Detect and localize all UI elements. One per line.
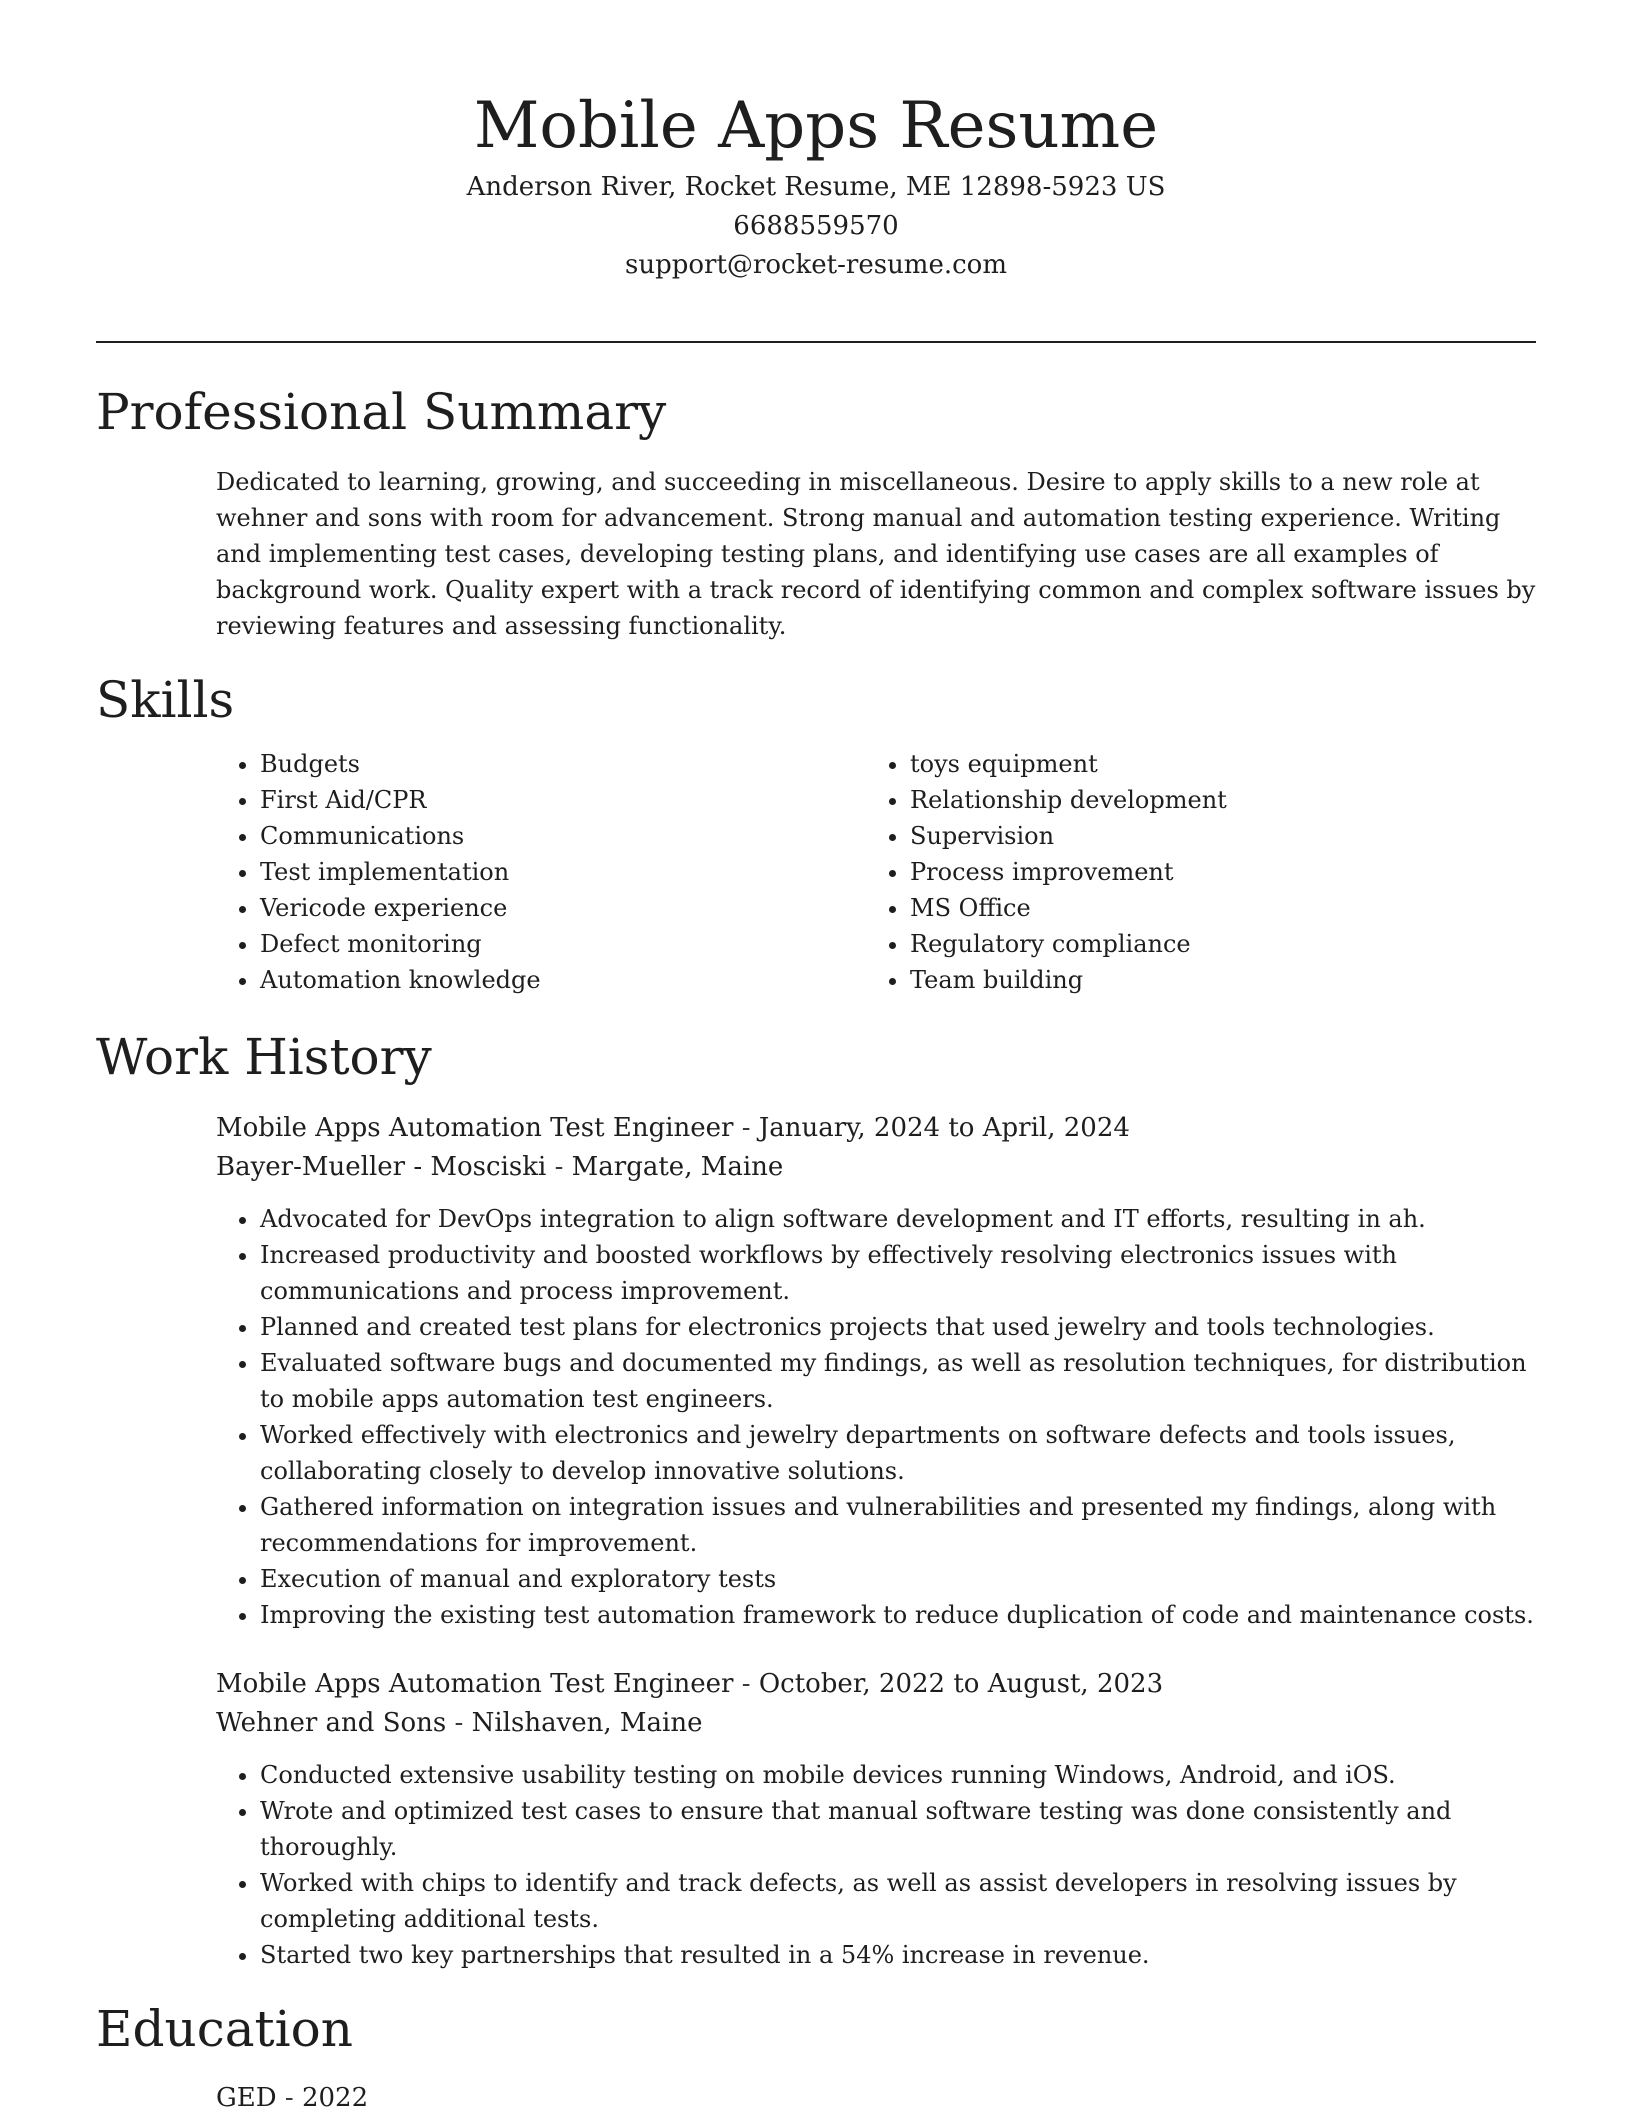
job-company-line — [216, 1704, 1536, 1743]
skill-item: • MS Office — [910, 890, 1516, 926]
phone-text: 6688559570 — [733, 211, 899, 241]
skill-item: • Budgets — [260, 746, 866, 782]
job-location: Nilshaven, Maine — [471, 1708, 703, 1738]
education-line — [216, 2079, 1536, 2118]
resume-header — [96, 84, 1536, 285]
section-title: Education — [96, 2000, 353, 2058]
list-item: • Worked effectively with electronics and jewelry departments on software defects and tools issues, collaborating closely to develop innovative solutions. — [260, 1417, 1536, 1489]
skills-column-right — [866, 746, 1516, 998]
job-entry — [216, 1665, 1536, 1973]
email-text: support@rocket-resume.com — [624, 250, 1007, 280]
skills-list — [866, 746, 1516, 998]
skills-columns — [216, 746, 1536, 998]
skill-item: • Communications — [260, 818, 866, 854]
job-company-line — [216, 1148, 1536, 1187]
job-dates: January, 2024 to April, 2024 — [758, 1113, 1130, 1143]
list-item: • Started two key partnerships that resulted in a 54% increase in revenue. — [260, 1937, 1536, 1973]
job-dates: October, 2022 to August, 2023 — [758, 1669, 1164, 1699]
skill-item: • Regulatory compliance — [910, 926, 1516, 962]
separator: - — [546, 1152, 572, 1182]
education-year: 2022 — [301, 2083, 369, 2113]
section-title: Work History — [96, 1028, 432, 1086]
skill-item: • Test implementation — [260, 854, 866, 890]
skill-item: • First Aid/CPR — [260, 782, 866, 818]
job-company: Wehner and Sons — [216, 1708, 447, 1738]
separator: - — [733, 1113, 759, 1143]
list-item: • Wrote and optimized test cases to ensure that manual software testing was done consistently and thoroughly. — [260, 1793, 1536, 1865]
skill-item: • toys equipment — [910, 746, 1516, 782]
skill-item: • Defect monitoring — [260, 926, 866, 962]
skill-item: • Process improvement — [910, 854, 1516, 890]
summary-text: Dedicated to learning, growing, and succeeding in miscellaneous. Desire to apply skills to a new role at wehner and sons with room for advancement. Strong manual and automation testing experience. Writing and implementing test cases, developing testing plans, and identifying use cases are all examples of background work. Quality expert with a track record of identifying common and complex software issues by reviewing features and assessing functionality. — [216, 468, 1536, 640]
separator: - — [446, 1708, 472, 1738]
list-item: • Gathered information on integration issues and vulnerabilities and presented my findings, along with recommendations for improvement. — [260, 1489, 1536, 1561]
list-item: • Worked with chips to identify and track defects, as well as assist developers in resolving issues by completing additional tests. — [260, 1865, 1536, 1937]
list-item: • Planned and created test plans for electronics projects that used jewelry and tools technologies. — [260, 1309, 1536, 1345]
skill-item: • Relationship development — [910, 782, 1516, 818]
job-title-line — [216, 1109, 1536, 1148]
section-title: Skills — [96, 671, 235, 729]
header-divider — [96, 341, 1536, 343]
job-title-line — [216, 1665, 1536, 1704]
job-company: Bayer-Mueller - Mosciski — [216, 1152, 547, 1182]
job-location: Margate, Maine — [571, 1152, 784, 1182]
education-degree: GED — [216, 2083, 277, 2113]
skills-section — [96, 668, 1536, 998]
education-entry — [216, 2079, 1536, 2118]
job-title: Mobile Apps Automation Test Engineer — [216, 1669, 734, 1699]
skills-list — [216, 746, 866, 998]
job-entry — [216, 1109, 1536, 1633]
skills-column-left — [216, 746, 866, 998]
skill-item: • Team building — [910, 962, 1516, 998]
education-section — [96, 1997, 1536, 2118]
separator: - — [276, 2083, 302, 2113]
skill-item: • Vericode experience — [260, 890, 866, 926]
skill-item: • Supervision — [910, 818, 1516, 854]
list-item: • Improving the existing test automation framework to reduce duplication of code and maintenance costs. — [260, 1597, 1536, 1633]
list-item: • Increased productivity and boosted workflows by effectively resolving electronics issues with communications and process improvement. — [260, 1237, 1536, 1309]
job-title: Mobile Apps Automation Test Engineer — [216, 1113, 734, 1143]
summary-section — [96, 380, 1536, 644]
address-text: Anderson River, Rocket Resume, ME 12898-5923 US — [466, 172, 1166, 202]
list-item: • Advocated for DevOps integration to align software development and IT efforts, resulting in ah. — [260, 1201, 1536, 1237]
separator: - — [733, 1669, 759, 1699]
job-bullets — [216, 1201, 1536, 1633]
page-title: Mobile Apps Resume — [473, 89, 1159, 163]
list-item: • Evaluated software bugs and documented my findings, as well as resolution techniques, for distribution to mobile apps automation test engineers. — [260, 1345, 1536, 1417]
section-title: Professional Summary — [96, 383, 667, 441]
list-item: • Execution of manual and exploratory tests — [260, 1561, 1536, 1597]
job-bullets — [216, 1757, 1536, 1973]
list-item: • Conducted extensive usability testing on mobile devices running Windows, Android, and iOS. — [260, 1757, 1536, 1793]
work-section — [96, 1025, 1536, 1973]
skill-item: • Automation knowledge — [260, 962, 866, 998]
